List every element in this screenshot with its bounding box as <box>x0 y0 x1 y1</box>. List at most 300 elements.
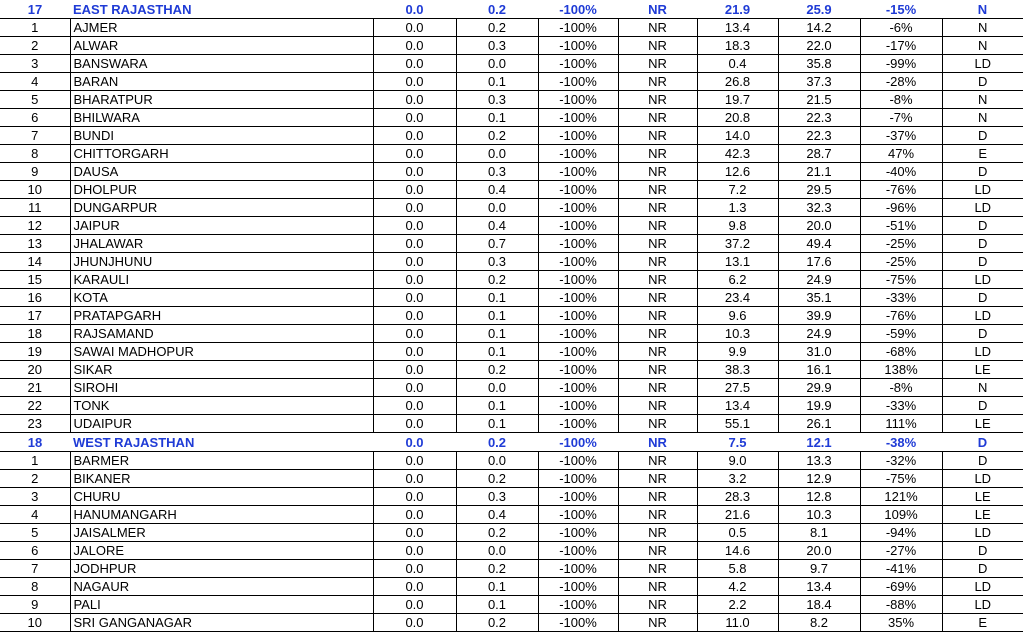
table-cell: 20 <box>0 361 70 379</box>
table-cell: 13.4 <box>697 19 778 37</box>
table-cell: NR <box>618 542 697 560</box>
table-row <box>0 596 1023 614</box>
region-header-row <box>0 0 1023 19</box>
table-cell: 9 <box>0 163 70 181</box>
table-cell: LD <box>942 343 1023 361</box>
table-cell: 0.4 <box>456 181 538 199</box>
table-cell: 14.2 <box>778 19 860 37</box>
table-cell: 55.1 <box>697 415 778 433</box>
table-cell: NR <box>618 397 697 415</box>
table-cell: 0.0 <box>373 415 456 433</box>
table-cell: -100% <box>538 235 618 253</box>
table-cell: -8% <box>860 91 942 109</box>
table-cell: D <box>942 253 1023 271</box>
district-name: JHALAWAR <box>70 235 373 253</box>
table-cell: -100% <box>538 343 618 361</box>
table-cell: -17% <box>860 37 942 55</box>
district-name: BARMER <box>70 452 373 470</box>
table-cell: NR <box>618 145 697 163</box>
table-cell: 138% <box>860 361 942 379</box>
table-cell: -100% <box>538 163 618 181</box>
table-cell: N <box>942 379 1023 397</box>
region-cell: -38% <box>860 433 942 452</box>
table-cell: -100% <box>538 397 618 415</box>
table-cell: 7.2 <box>697 181 778 199</box>
table-cell: -100% <box>538 470 618 488</box>
table-cell: 6 <box>0 109 70 127</box>
table-cell: -100% <box>538 488 618 506</box>
district-name: BHILWARA <box>70 109 373 127</box>
region-header-row <box>0 433 1023 452</box>
district-name: JAISALMER <box>70 524 373 542</box>
table-cell: NR <box>618 199 697 217</box>
table-cell: 0.3 <box>456 37 538 55</box>
table-cell: NR <box>618 578 697 596</box>
table-cell: -75% <box>860 271 942 289</box>
table-cell: 16.1 <box>778 361 860 379</box>
table-cell: N <box>942 91 1023 109</box>
table-cell: 3 <box>0 55 70 73</box>
table-cell: 32.3 <box>778 199 860 217</box>
table-cell: 9.8 <box>697 217 778 235</box>
table-cell: NR <box>618 596 697 614</box>
region-cell: 18 <box>0 433 70 452</box>
table-cell: 23.4 <box>697 289 778 307</box>
table-row <box>0 470 1023 488</box>
table-cell: -100% <box>538 596 618 614</box>
table-cell: -96% <box>860 199 942 217</box>
table-cell: 111% <box>860 415 942 433</box>
table-cell: 10 <box>0 181 70 199</box>
table-row <box>0 199 1023 217</box>
table-cell: 21.6 <box>697 506 778 524</box>
table-cell: 5.8 <box>697 560 778 578</box>
table-cell: 47% <box>860 145 942 163</box>
table-cell: 8 <box>0 578 70 596</box>
table-cell: LE <box>942 361 1023 379</box>
table-cell: 0.0 <box>456 542 538 560</box>
table-cell: 11 <box>0 199 70 217</box>
table-cell: LE <box>942 415 1023 433</box>
table-cell: 21.1 <box>778 163 860 181</box>
table-cell: -41% <box>860 560 942 578</box>
table-cell: D <box>942 560 1023 578</box>
table-cell: 0.2 <box>456 614 538 632</box>
table-row <box>0 145 1023 163</box>
region-cell: NR <box>618 433 697 452</box>
table-cell: LD <box>942 199 1023 217</box>
table-row <box>0 397 1023 415</box>
table-cell: 0.0 <box>373 488 456 506</box>
district-name: JAIPUR <box>70 217 373 235</box>
table-cell: 0.0 <box>373 163 456 181</box>
table-cell: 13 <box>0 235 70 253</box>
table-cell: 0.1 <box>456 73 538 91</box>
table-cell: 0.2 <box>456 361 538 379</box>
table-cell: 0.5 <box>697 524 778 542</box>
table-cell: 26.1 <box>778 415 860 433</box>
table-row <box>0 73 1023 91</box>
region-cell: D <box>942 433 1023 452</box>
table-cell: E <box>942 145 1023 163</box>
table-cell: 0.1 <box>456 325 538 343</box>
district-name: PALI <box>70 596 373 614</box>
table-row <box>0 488 1023 506</box>
table-cell: NR <box>618 289 697 307</box>
district-name: JODHPUR <box>70 560 373 578</box>
table-cell: 12.9 <box>778 470 860 488</box>
table-cell: 42.3 <box>697 145 778 163</box>
table-cell: 7 <box>0 560 70 578</box>
table-cell: 0.1 <box>456 415 538 433</box>
table-cell: -6% <box>860 19 942 37</box>
table-row <box>0 307 1023 325</box>
table-cell: -100% <box>538 181 618 199</box>
table-cell: -100% <box>538 524 618 542</box>
table-cell: -100% <box>538 217 618 235</box>
table-cell: -100% <box>538 415 618 433</box>
table-cell: 9.7 <box>778 560 860 578</box>
table-cell: -68% <box>860 343 942 361</box>
table-cell: -76% <box>860 307 942 325</box>
table-cell: 0.4 <box>697 55 778 73</box>
table-cell: 13.1 <box>697 253 778 271</box>
table-row <box>0 289 1023 307</box>
district-name: AJMER <box>70 19 373 37</box>
district-name: NAGAUR <box>70 578 373 596</box>
region-cell: 0.2 <box>456 0 538 19</box>
table-cell: 14.6 <box>697 542 778 560</box>
table-cell: LD <box>942 271 1023 289</box>
table-cell: -25% <box>860 253 942 271</box>
table-cell: -100% <box>538 325 618 343</box>
table-cell: 0.1 <box>456 596 538 614</box>
table-cell: 10 <box>0 614 70 632</box>
table-cell: 28.7 <box>778 145 860 163</box>
table-cell: 0.2 <box>456 470 538 488</box>
table-cell: 21.5 <box>778 91 860 109</box>
district-name: CHURU <box>70 488 373 506</box>
table-cell: LD <box>942 470 1023 488</box>
table-cell: 0.4 <box>456 217 538 235</box>
table-cell: 0.2 <box>456 19 538 37</box>
table-cell: 0.7 <box>456 235 538 253</box>
table-cell: 0.0 <box>373 199 456 217</box>
table-cell: D <box>942 542 1023 560</box>
district-name: TONK <box>70 397 373 415</box>
table-cell: 3.2 <box>697 470 778 488</box>
table-cell: -59% <box>860 325 942 343</box>
table-cell: 13.3 <box>778 452 860 470</box>
table-cell: 35.8 <box>778 55 860 73</box>
table-cell: 13.4 <box>778 578 860 596</box>
table-row <box>0 91 1023 109</box>
district-name: DUNGARPUR <box>70 199 373 217</box>
table-cell: 2 <box>0 470 70 488</box>
table-row <box>0 415 1023 433</box>
table-cell: 10.3 <box>697 325 778 343</box>
region-cell: 12.1 <box>778 433 860 452</box>
table-cell: NR <box>618 163 697 181</box>
table-cell: -69% <box>860 578 942 596</box>
table-cell: 9.0 <box>697 452 778 470</box>
table-cell: -100% <box>538 109 618 127</box>
table-cell: -28% <box>860 73 942 91</box>
table-cell: N <box>942 37 1023 55</box>
table-cell: 0.1 <box>456 109 538 127</box>
table-cell: 38.3 <box>697 361 778 379</box>
table-cell: 19.9 <box>778 397 860 415</box>
table-cell: NR <box>618 73 697 91</box>
table-cell: NR <box>618 253 697 271</box>
table-cell: 4 <box>0 506 70 524</box>
district-name: SIKAR <box>70 361 373 379</box>
table-cell: 14 <box>0 253 70 271</box>
table-cell: NR <box>618 235 697 253</box>
table-cell: 0.0 <box>456 55 538 73</box>
region-cell: N <box>942 0 1023 19</box>
district-name: BARAN <box>70 73 373 91</box>
table-cell: 8.2 <box>778 614 860 632</box>
table-cell: 0.0 <box>373 470 456 488</box>
table-cell: D <box>942 289 1023 307</box>
table-cell: LD <box>942 524 1023 542</box>
table-cell: NR <box>618 127 697 145</box>
table-cell: 9.9 <box>697 343 778 361</box>
table-cell: 11.0 <box>697 614 778 632</box>
table-cell: 0.0 <box>373 614 456 632</box>
table-cell: 0.3 <box>456 253 538 271</box>
table-cell: LD <box>942 596 1023 614</box>
table-cell: 20.8 <box>697 109 778 127</box>
table-cell: 37.2 <box>697 235 778 253</box>
table-cell: 0.0 <box>373 506 456 524</box>
district-name: HANUMANGARH <box>70 506 373 524</box>
table-cell: -100% <box>538 289 618 307</box>
table-cell: NR <box>618 470 697 488</box>
table-cell: -100% <box>538 73 618 91</box>
region-cell: 0.0 <box>373 433 456 452</box>
table-cell: 0.0 <box>373 73 456 91</box>
table-row <box>0 55 1023 73</box>
table-cell: 0.2 <box>456 127 538 145</box>
table-cell: 0.0 <box>373 181 456 199</box>
table-cell: 0.0 <box>373 37 456 55</box>
table-cell: N <box>942 19 1023 37</box>
region-cell: 17 <box>0 0 70 19</box>
table-cell: 17 <box>0 307 70 325</box>
table-cell: 12.8 <box>778 488 860 506</box>
table-cell: -94% <box>860 524 942 542</box>
table-cell: D <box>942 325 1023 343</box>
table-cell: NR <box>618 506 697 524</box>
table-cell: N <box>942 109 1023 127</box>
table-cell: -32% <box>860 452 942 470</box>
table-row <box>0 235 1023 253</box>
table-cell: LD <box>942 578 1023 596</box>
table-cell: 21 <box>0 379 70 397</box>
table-cell: 17.6 <box>778 253 860 271</box>
table-cell: 6 <box>0 542 70 560</box>
table-cell: -99% <box>860 55 942 73</box>
table-cell: 0.2 <box>456 271 538 289</box>
table-row <box>0 181 1023 199</box>
table-cell: 20.0 <box>778 542 860 560</box>
table-cell: 121% <box>860 488 942 506</box>
table-cell: 0.3 <box>456 163 538 181</box>
table-cell: 1 <box>0 452 70 470</box>
table-cell: 20.0 <box>778 217 860 235</box>
table-cell: 28.3 <box>697 488 778 506</box>
table-row <box>0 524 1023 542</box>
table-cell: NR <box>618 109 697 127</box>
region-cell: -100% <box>538 0 618 19</box>
table-cell: -8% <box>860 379 942 397</box>
table-cell: 5 <box>0 524 70 542</box>
table-cell: -100% <box>538 578 618 596</box>
table-cell: NR <box>618 271 697 289</box>
table-cell: LD <box>942 55 1023 73</box>
table-cell: -100% <box>538 614 618 632</box>
table-row <box>0 271 1023 289</box>
table-cell: 0.0 <box>373 596 456 614</box>
table-cell: -100% <box>538 379 618 397</box>
table-row <box>0 325 1023 343</box>
table-cell: E <box>942 614 1023 632</box>
table-cell: 12 <box>0 217 70 235</box>
table-row <box>0 560 1023 578</box>
region-cell: -15% <box>860 0 942 19</box>
table-cell: NR <box>618 452 697 470</box>
table-cell: 31.0 <box>778 343 860 361</box>
table-cell: -100% <box>538 199 618 217</box>
table-cell: 0.0 <box>373 397 456 415</box>
district-name: SIROHI <box>70 379 373 397</box>
table-cell: LD <box>942 181 1023 199</box>
table-cell: NR <box>618 343 697 361</box>
table-cell: 0.3 <box>456 91 538 109</box>
table-cell: NR <box>618 19 697 37</box>
table-cell: -7% <box>860 109 942 127</box>
table-cell: 0.0 <box>373 55 456 73</box>
table-cell: 0.2 <box>456 524 538 542</box>
table-cell: 10.3 <box>778 506 860 524</box>
table-cell: -76% <box>860 181 942 199</box>
table-cell: NR <box>618 361 697 379</box>
table-cell: LD <box>942 307 1023 325</box>
table-cell: 0.0 <box>373 307 456 325</box>
table-cell: 16 <box>0 289 70 307</box>
table-cell: NR <box>618 307 697 325</box>
table-cell: 29.9 <box>778 379 860 397</box>
table-cell: NR <box>618 614 697 632</box>
table-cell: -100% <box>538 127 618 145</box>
table-cell: 0.1 <box>456 343 538 361</box>
table-cell: D <box>942 217 1023 235</box>
table-cell: 1 <box>0 19 70 37</box>
table-cell: 0.0 <box>373 343 456 361</box>
table-cell: 0.4 <box>456 506 538 524</box>
table-cell: 0.0 <box>373 145 456 163</box>
table-row <box>0 127 1023 145</box>
table-cell: -100% <box>538 145 618 163</box>
table-cell: 0.0 <box>456 145 538 163</box>
district-name: RAJSAMAND <box>70 325 373 343</box>
table-cell: 0.0 <box>373 217 456 235</box>
table-cell: 4.2 <box>697 578 778 596</box>
table-cell: 18.3 <box>697 37 778 55</box>
table-cell: -88% <box>860 596 942 614</box>
table-cell: NR <box>618 379 697 397</box>
table-cell: -100% <box>538 19 618 37</box>
table-cell: 39.9 <box>778 307 860 325</box>
table-cell: 26.8 <box>697 73 778 91</box>
table-cell: 18 <box>0 325 70 343</box>
table-cell: NR <box>618 560 697 578</box>
table-cell: NR <box>618 325 697 343</box>
table-cell: 2.2 <box>697 596 778 614</box>
table-row <box>0 37 1023 55</box>
table-row <box>0 506 1023 524</box>
table-cell: 35.1 <box>778 289 860 307</box>
table-row <box>0 217 1023 235</box>
table-cell: -33% <box>860 289 942 307</box>
table-cell: 0.3 <box>456 488 538 506</box>
table-cell: 29.5 <box>778 181 860 199</box>
district-name: JHUNJHUNU <box>70 253 373 271</box>
district-name: BUNDI <box>70 127 373 145</box>
table-cell: -100% <box>538 271 618 289</box>
table-cell: 37.3 <box>778 73 860 91</box>
table-cell: NR <box>618 488 697 506</box>
table-row <box>0 614 1023 632</box>
table-row <box>0 379 1023 397</box>
table-cell: 8.1 <box>778 524 860 542</box>
table-cell: 4 <box>0 73 70 91</box>
table-cell: NR <box>618 524 697 542</box>
table-cell: 0.0 <box>456 199 538 217</box>
district-name: PRATAPGARH <box>70 307 373 325</box>
table-row <box>0 253 1023 271</box>
table-row <box>0 109 1023 127</box>
district-name: ALWAR <box>70 37 373 55</box>
region-name: WEST RAJASTHAN <box>70 433 373 452</box>
table-cell: 27.5 <box>697 379 778 397</box>
table-cell: 9.6 <box>697 307 778 325</box>
table-cell: 18.4 <box>778 596 860 614</box>
table-row <box>0 542 1023 560</box>
district-name: BIKANER <box>70 470 373 488</box>
table-row <box>0 163 1023 181</box>
table-cell: 0.1 <box>456 307 538 325</box>
table-cell: 2 <box>0 37 70 55</box>
region-cell: NR <box>618 0 697 19</box>
table-cell: 0.2 <box>456 560 538 578</box>
table-cell: 0.0 <box>373 235 456 253</box>
table-cell: D <box>942 163 1023 181</box>
table-cell: 22.3 <box>778 109 860 127</box>
region-cell: 21.9 <box>697 0 778 19</box>
table-cell: 9 <box>0 596 70 614</box>
table-cell: 22.3 <box>778 127 860 145</box>
district-name: CHITTORGARH <box>70 145 373 163</box>
table-cell: -75% <box>860 470 942 488</box>
table-cell: 109% <box>860 506 942 524</box>
table-cell: 22.0 <box>778 37 860 55</box>
district-name: UDAIPUR <box>70 415 373 433</box>
table-cell: -100% <box>538 506 618 524</box>
table-row <box>0 343 1023 361</box>
